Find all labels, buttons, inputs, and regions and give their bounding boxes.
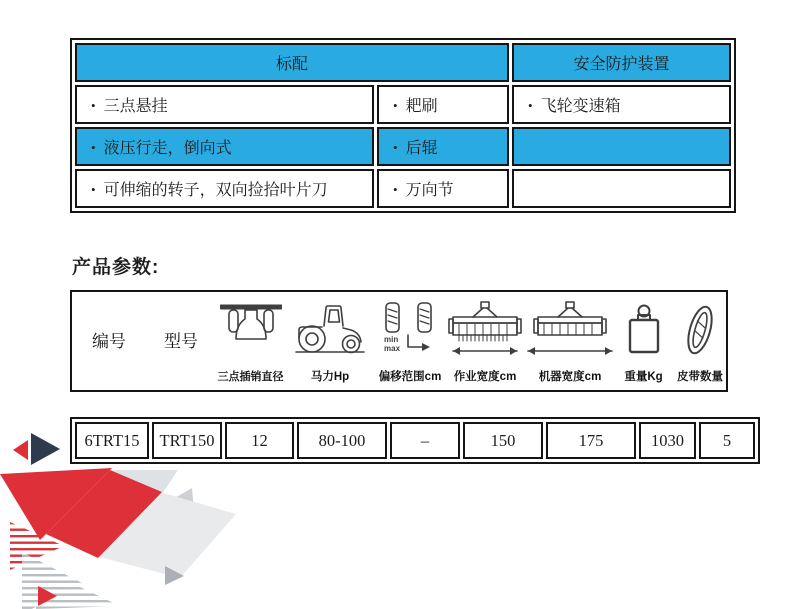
param-col-offset-range (375, 292, 445, 390)
param-label: 编号 (92, 331, 126, 351)
value-model: TRT150 (152, 422, 222, 459)
table-row (75, 85, 731, 124)
value-horsepower: 80-100 (297, 422, 387, 459)
config-cell (377, 85, 509, 124)
bullet-icon: • (91, 140, 96, 155)
param-col-machine-width (525, 292, 615, 390)
param-label: 作业宽度cm (453, 370, 517, 383)
config-item-label: 耙刷 (405, 98, 438, 115)
value-working-width: 150 (463, 422, 543, 459)
param-col-belt-count (672, 292, 728, 390)
config-cell-empty (512, 127, 731, 166)
config-item-label: 飞轮变速箱 (540, 98, 621, 115)
param-col-hitch-pin (216, 292, 285, 390)
config-header-safety: 安全防护装置 (512, 43, 731, 82)
three-point-hitch-icon (216, 292, 285, 369)
config-item-label: 后辊 (405, 140, 438, 157)
param-label: 型号 (164, 331, 198, 351)
config-cell (377, 127, 509, 166)
svg-text:min: min (384, 335, 399, 345)
tractor-icon (285, 292, 375, 369)
value-machine-width: 175 (546, 422, 636, 459)
bullet-icon: • (393, 98, 398, 113)
bullet-icon: • (91, 98, 96, 113)
param-label: 马力Hp (310, 370, 350, 383)
params-header-box (70, 290, 728, 392)
value-number: 6TRT15 (75, 422, 149, 459)
bullet-icon: • (91, 182, 96, 197)
config-cell (377, 169, 509, 208)
param-label: 皮带数量 (677, 370, 723, 383)
standard-config-table (70, 38, 736, 213)
table-row (75, 422, 755, 459)
table-row (75, 169, 731, 208)
param-label: 重量Kg (624, 370, 663, 383)
param-label: 机器宽度cm (538, 370, 602, 383)
working-width-icon (445, 292, 525, 369)
params-values-table (70, 417, 760, 464)
value-hitch-pin: 12 (225, 422, 294, 459)
param-col-working-width (445, 292, 525, 390)
config-header-row (75, 43, 731, 82)
svg-text:max: max (384, 344, 401, 354)
param-label: 三点插销直径 (217, 371, 284, 383)
config-item-label: 可伸缩的转子，双向捡拾叶片刀 (103, 182, 328, 199)
config-item-label: 液压行走，倒向式 (103, 140, 232, 157)
value-belt-count: 5 (699, 422, 755, 459)
config-header-standard: 标配 (75, 43, 509, 82)
offset-range-icon (375, 292, 445, 369)
param-col-horsepower (285, 292, 375, 390)
config-cell-empty (512, 169, 731, 208)
value-weight: 1030 (639, 422, 696, 459)
weight-icon (615, 292, 672, 369)
bullet-icon: • (393, 140, 398, 155)
config-cell (512, 85, 731, 124)
section-title-product-params: 产品参数: (72, 257, 160, 278)
config-item-label: 三点悬挂 (103, 98, 168, 115)
machine-width-icon (525, 292, 615, 369)
config-cell (75, 127, 374, 166)
bullet-icon: • (528, 98, 533, 113)
param-label: 偏移范围cm (378, 370, 442, 383)
belt-icon (672, 292, 728, 369)
param-col-model (146, 292, 216, 390)
value-offset-range: – (390, 422, 460, 459)
config-cell (75, 85, 374, 124)
bullet-icon: • (393, 182, 398, 197)
param-col-number (72, 292, 146, 390)
table-row (75, 127, 731, 166)
param-col-weight (615, 292, 672, 390)
config-item-label: 万向节 (405, 182, 454, 199)
config-cell (75, 169, 374, 208)
